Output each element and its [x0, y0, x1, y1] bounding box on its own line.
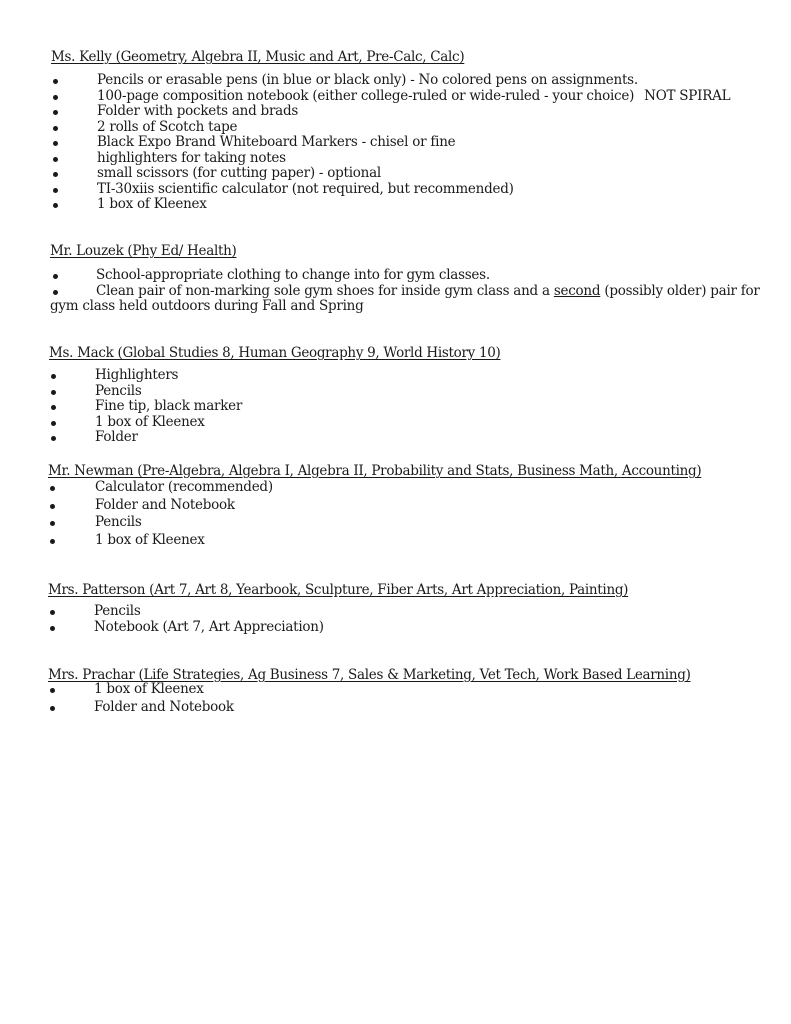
section-heading-patterson: Mrs. Patterson (Art 7, Art 8, Yearbook, Sculpture, Fiber Arts, Art Appreciation, Painting)	[48, 582, 629, 598]
list-item: Pencils	[49, 384, 242, 400]
bullet-icon	[53, 274, 58, 279]
list-item: 1 box of Kleenex	[51, 197, 730, 213]
bullet-icon	[53, 188, 58, 193]
list-item: Calculator (recommended)	[48, 480, 273, 496]
bullet-icon	[53, 95, 58, 100]
mack-supply-list	[49, 368, 242, 446]
list-item: Pencils	[48, 604, 324, 620]
list-item: Highlighters	[49, 368, 242, 384]
list-item: Pencils or erasable pens (in blue or black only) - No colored pens on assignments.	[51, 73, 730, 89]
list-item: 2 rolls of Scotch tape	[51, 120, 730, 136]
bullet-icon	[51, 374, 56, 379]
list-item: 1 box of Kleenex	[48, 682, 234, 698]
bullet-icon	[51, 390, 56, 395]
patterson-supply-list	[48, 604, 324, 635]
kelly-supply-list	[51, 73, 730, 213]
bullet-icon	[50, 504, 55, 509]
bullet-icon	[50, 486, 55, 491]
list-item: Pencils	[48, 515, 273, 531]
list-item-continuation: gym class held outdoors during Fall and Spring	[50, 298, 364, 314]
bullet-icon	[53, 172, 58, 177]
list-item: 1 box of Kleenex	[48, 533, 273, 549]
list-item: School-appropriate clothing to change into for gym classes.	[50, 268, 740, 284]
bullet-icon	[53, 141, 58, 146]
list-item: Folder	[49, 430, 242, 446]
list-item: Folder with pockets and brads	[51, 104, 730, 120]
bullet-icon	[53, 157, 58, 162]
bullet-icon	[53, 79, 58, 84]
bullet-icon	[53, 203, 58, 208]
list-item: Clean pair of non-marking sole gym shoes for inside gym class and a second (possibly older) pair for	[50, 284, 740, 300]
section-heading-kelly: Ms. Kelly (Geometry, Algebra II, Music and Art, Pre-Calc, Calc)	[51, 49, 465, 65]
bullet-icon	[50, 610, 55, 615]
bullet-icon	[53, 290, 58, 295]
not-spiral-note: NOT SPIRAL	[644, 87, 731, 104]
bullet-icon	[50, 688, 55, 693]
bullet-icon	[53, 110, 58, 115]
prachar-supply-list	[48, 682, 234, 715]
louzek-supply-list	[50, 267, 760, 315]
list-item: TI-30xiis scientific calculator (not required, but recommended)	[51, 182, 730, 198]
bullet-icon	[51, 436, 56, 441]
list-item: Black Expo Brand Whiteboard Markers - chisel or fine	[51, 135, 730, 151]
bullet-icon	[51, 405, 56, 410]
section-heading-newman: Mr. Newman (Pre-Algebra, Algebra I, Algebra II, Probability and Stats, Business Math, Accounting)	[48, 463, 702, 479]
list-item: Notebook (Art 7, Art Appreciation)	[48, 620, 324, 636]
list-item: Folder and Notebook	[48, 498, 273, 514]
bullet-icon	[50, 521, 55, 526]
list-item: Fine tip, black marker	[49, 399, 242, 415]
newman-supply-list	[48, 480, 273, 548]
list-item: highlighters for taking notes	[51, 151, 730, 167]
bullet-icon	[51, 421, 56, 426]
emphasis-second: second	[553, 282, 601, 299]
bullet-icon	[50, 706, 55, 711]
list-item: Folder and Notebook	[48, 700, 234, 716]
list-item: small scissors (for cutting paper) - optional	[51, 166, 730, 182]
section-heading-prachar: Mrs. Prachar (Life Strategies, Ag Business 7, Sales & Marketing, Vet Tech, Work Based Learning)	[48, 667, 691, 683]
list-item: 100-page composition notebook (either college-ruled or wide-ruled - your choice) NOT SPIRAL	[51, 89, 730, 105]
bullet-icon	[50, 626, 55, 631]
bullet-icon	[53, 126, 58, 131]
list-item: 1 box of Kleenex	[49, 415, 242, 431]
section-heading-louzek: Mr. Louzek (Phy Ed/ Health)	[50, 243, 237, 259]
section-heading-mack: Ms. Mack (Global Studies 8, Human Geography 9, World History 10)	[49, 345, 501, 361]
bullet-icon	[50, 539, 55, 544]
